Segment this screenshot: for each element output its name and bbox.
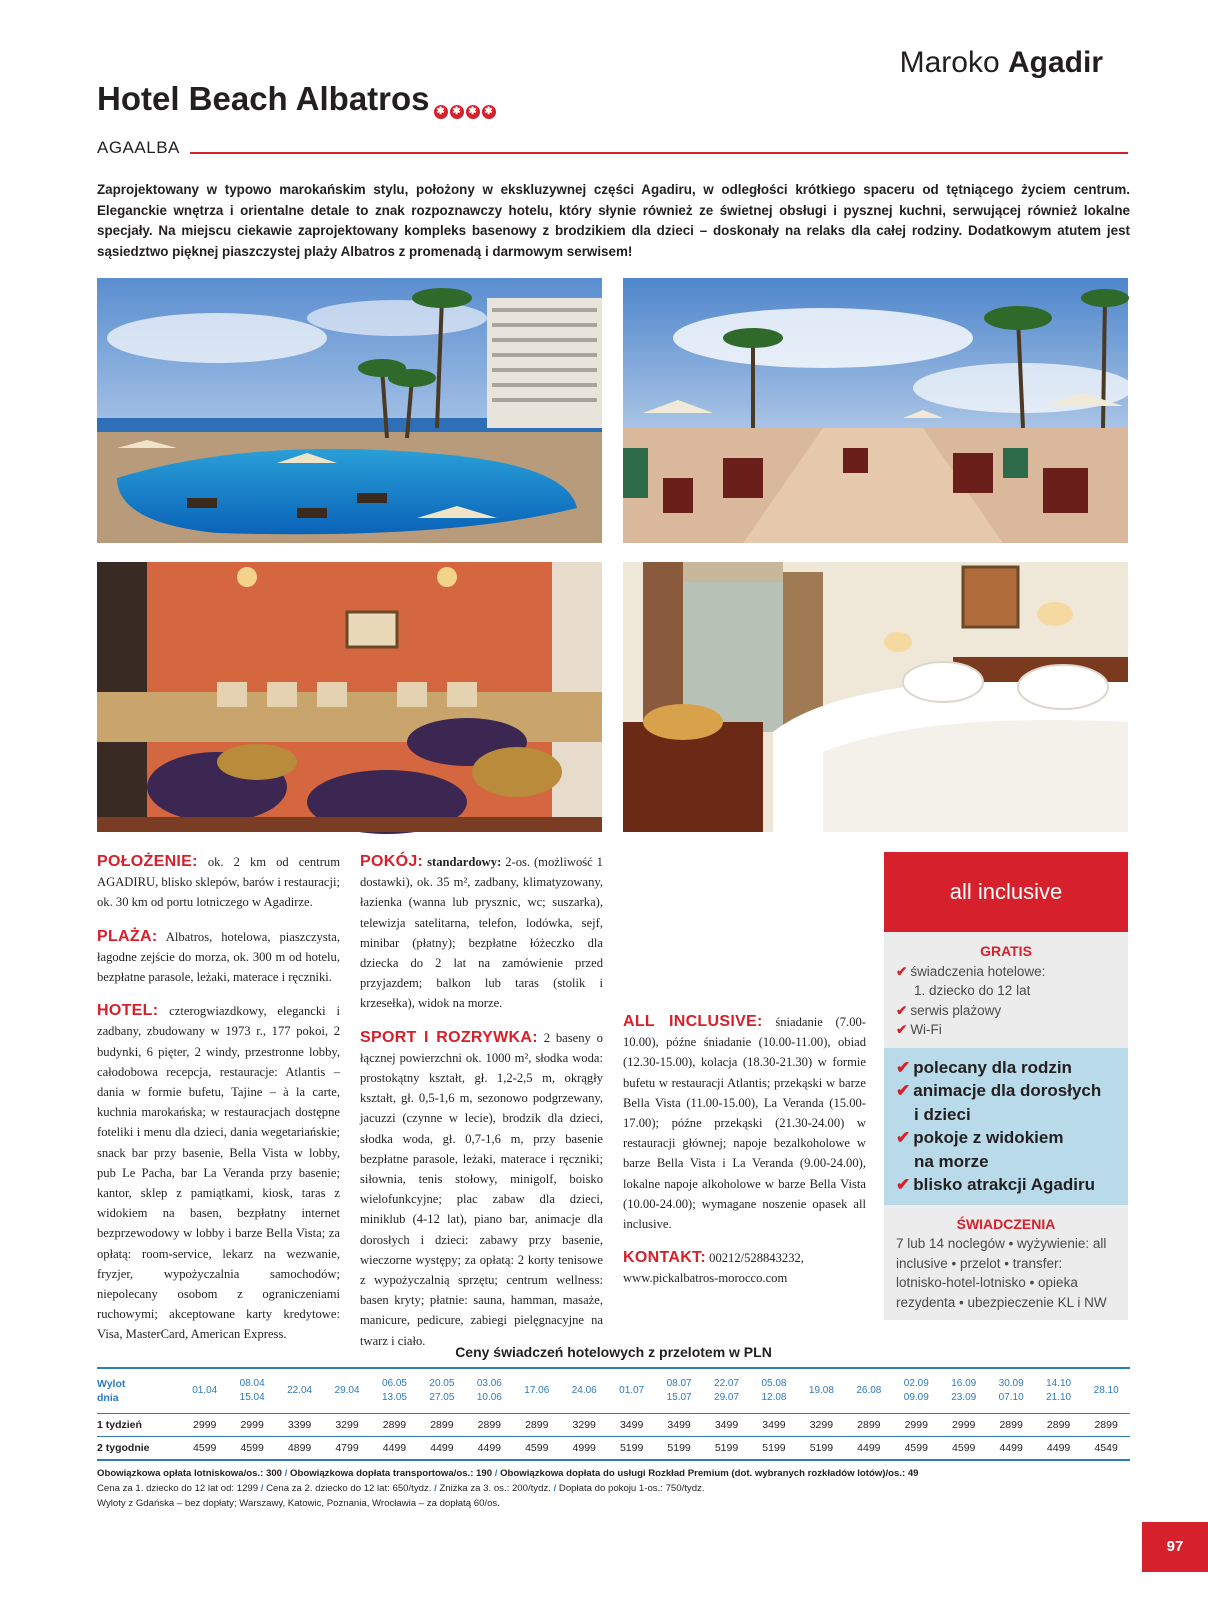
departure-date: 03.06 10.06 bbox=[466, 1368, 513, 1414]
check-icon: ✔ bbox=[896, 1081, 911, 1100]
footnote-line-3: Wyloty z Gdańska – bez dopłaty; Warszawy, Katowic, Poznania, Wrocławia – za dopłatą 60/os. bbox=[97, 1498, 500, 1509]
price-cell: 4499 bbox=[845, 1437, 892, 1461]
highlight-item: ✔ animacje dla dorosłych bbox=[896, 1081, 1102, 1100]
price-cell: 2899 bbox=[987, 1414, 1034, 1437]
section-heading-all-inclusive: ALL INCLUSIVE: bbox=[623, 1013, 763, 1030]
price-cell: 2999 bbox=[940, 1414, 987, 1437]
contact-website[interactable]: www.pickalbatros-morocco.com bbox=[623, 1271, 788, 1286]
departure-date: 05.08 12.08 bbox=[750, 1368, 797, 1414]
city-name: Agadir bbox=[1007, 46, 1103, 79]
price-cell: 3499 bbox=[703, 1414, 750, 1437]
section-heading-beach: PLAŻA: bbox=[97, 927, 158, 945]
terrace-photo bbox=[623, 278, 1128, 543]
section-text-all-inclusive: śniadanie (7.00-10.00), późne śniadanie (10.00-11.00), obiad (12.30-15.00), kolacja (18.30-21.30) w formie bufetu w restauracji Atlantis; przekąski w barze Bella Vista (11.00-15.00), La Veranda (15.00-17.00); późne przekąski (21.30-24.00) w restauracji głównej; napoje bezalkoholowe w barze Bella Vista i La Veranda (9.00-24.00), lokalne napoje alkoholowe w barze Bella Vista (10.00-24.00); wymagane noszenie opasek all inclusive. bbox=[623, 1015, 866, 1232]
section-text-location: ok. 2 km od centrum AGADIRU, blisko sklepów, barów i restauracji; ok. 30 km od portu lotniczego w Agadirze. bbox=[97, 855, 340, 910]
price-row-2-weeks bbox=[97, 1437, 1130, 1461]
price-cell: 4499 bbox=[1035, 1437, 1082, 1461]
departure-date: 01.04 bbox=[181, 1368, 228, 1414]
bedroom-photo bbox=[623, 562, 1128, 832]
price-cell: 4599 bbox=[940, 1437, 987, 1461]
departure-date: 30.09 07.10 bbox=[987, 1368, 1034, 1414]
text-column-2 bbox=[360, 852, 603, 1365]
departure-date: 20.05 27.05 bbox=[418, 1368, 465, 1414]
departure-date: 06.05 13.05 bbox=[371, 1368, 418, 1414]
price-cell: 4599 bbox=[228, 1437, 275, 1461]
all-inclusive-badge: all inclusive bbox=[884, 852, 1128, 932]
footnote-line-1: Obowiązkowa opłata lotniskowa/os.: 300 / Obowiązkowa dopłata transportowa/os.: 190 / Obowiązkowa dopłata do usługi Rozkład Premium (dot. wybranych rozkładów lotów)/os.: 49 bbox=[97, 1468, 919, 1479]
price-cell: 4899 bbox=[276, 1437, 323, 1461]
price-cell: 4499 bbox=[371, 1437, 418, 1461]
price-cell: 2899 bbox=[371, 1414, 418, 1437]
highlight-item: ✔ blisko atrakcji Agadiru bbox=[896, 1175, 1095, 1194]
gratis-item: ✔ świadczenia hotelowe: bbox=[896, 963, 1046, 979]
gratis-item: ✔ Wi-Fi bbox=[896, 1022, 942, 1037]
price-cell: 4599 bbox=[893, 1437, 940, 1461]
gratis-item: ✔ serwis plażowy bbox=[896, 1002, 1002, 1018]
services-box bbox=[884, 1205, 1128, 1321]
price-cell: 4549 bbox=[1082, 1437, 1130, 1461]
gratis-sub-item: 1. dziecko do 12 lat bbox=[914, 983, 1031, 998]
price-cell: 2899 bbox=[513, 1414, 560, 1437]
price-cell: 4799 bbox=[323, 1437, 370, 1461]
price-cell: 3299 bbox=[561, 1414, 608, 1437]
price-cell: 2999 bbox=[893, 1414, 940, 1437]
price-cell: 4499 bbox=[466, 1437, 513, 1461]
price-cell: 2899 bbox=[418, 1414, 465, 1437]
departure-date: 26.08 bbox=[845, 1368, 892, 1414]
departure-date: 01.07 bbox=[608, 1368, 655, 1414]
footnote-line-2: Cena za 1. dziecko do 12 lat od: 1299 / Cena za 2. dziecko do 12 lat: 650/tydz. / Zniżka za 3. os.: 200/tydz. / Dopłata do pokoju 1-os.: 750/tydz. bbox=[97, 1483, 705, 1494]
star-icon: ✱ bbox=[450, 105, 464, 119]
departure-date: 28.10 bbox=[1082, 1368, 1130, 1414]
highlight-item: ✔ pokoje z widokiem bbox=[896, 1128, 1064, 1147]
star-icon: ✱ bbox=[466, 105, 480, 119]
section-text-room: 2-os. (możliwość 1 dostawki), ok. 35 m², zadbany, klimatyzowany, łazienka (wanna lub prysznic, wc; suszarka), telewizja satelitarna, telefon, lodówka, sejf, minibar (płatny); bezpłatne łóżeczko dla dziecka do 2 lat na zamówienie przed przyjazdem; balkon lub taras (stolik i krzesełka), widok na morze. bbox=[360, 855, 603, 1011]
price-table bbox=[97, 1367, 1130, 1461]
country-name: Maroko bbox=[899, 46, 1000, 79]
highlight-item: ✔ polecany dla rodzin bbox=[896, 1057, 1072, 1077]
price-cell: 4499 bbox=[418, 1437, 465, 1461]
price-cell: 2999 bbox=[228, 1414, 275, 1437]
price-cell: 4999 bbox=[561, 1437, 608, 1461]
check-icon: ✔ bbox=[896, 1022, 908, 1037]
price-cell: 4599 bbox=[513, 1437, 560, 1461]
departure-date: 24.06 bbox=[561, 1368, 608, 1414]
gratis-title: GRATIS bbox=[980, 943, 1032, 959]
check-icon: ✔ bbox=[896, 963, 908, 979]
price-cell: 5199 bbox=[608, 1437, 655, 1461]
text-column-1 bbox=[97, 852, 340, 1342]
gratis-box bbox=[884, 932, 1128, 1048]
departure-date: 14.10 21.10 bbox=[1035, 1368, 1082, 1414]
price-cell: 5199 bbox=[703, 1437, 750, 1461]
highlight-continuation: na morze bbox=[914, 1151, 989, 1171]
check-icon: ✔ bbox=[896, 1175, 911, 1194]
price-cell: 3299 bbox=[798, 1414, 845, 1437]
section-heading-room: POKÓJ: bbox=[360, 853, 424, 870]
price-row-1-week bbox=[97, 1414, 1130, 1437]
check-icon: ✔ bbox=[896, 1002, 908, 1018]
section-text-beach: Albatros, hotelowa, piaszczysta, łagodne zejście do morza, ok. 300 m od hotelu, bezpłatne parasole, leżaki, materace i ręczniki. bbox=[97, 929, 340, 985]
hotel-code: AGAALBA bbox=[97, 138, 180, 157]
section-heading-sport: SPORT I ROZRYWKA: bbox=[360, 1028, 538, 1046]
contact-phone: 00212/528843232, bbox=[709, 1251, 804, 1266]
price-cell: 5199 bbox=[750, 1437, 797, 1461]
price-cell: 3499 bbox=[608, 1414, 655, 1437]
hotel-title bbox=[97, 80, 498, 118]
check-icon: ✔ bbox=[896, 1128, 911, 1147]
destination-title bbox=[900, 46, 1103, 80]
price-cell: 2899 bbox=[1035, 1414, 1082, 1437]
departure-date: 08.04 15.04 bbox=[228, 1368, 275, 1414]
price-cell: 2899 bbox=[845, 1414, 892, 1437]
price-cell: 3399 bbox=[276, 1414, 323, 1437]
pool-photo bbox=[97, 278, 602, 543]
departure-date: 19.08 bbox=[798, 1368, 845, 1414]
price-cell: 2899 bbox=[1082, 1414, 1130, 1437]
departure-date: 16.09 23.09 bbox=[940, 1368, 987, 1414]
section-text-sport: 2 baseny o łącznej powierzchni ok. 1000 m², słodka woda: prostokątny kształt, gł. 1,2-2,5 m, okrągły kształt, gł. 0,5-1,6 m, sezonowo podgrzewany, jacuzzi (czynne w lecie), brodzik dla dzieci, słodka woda, gł. 0,7-1,6 m, przy basenie bezpłatne parasole, leżaki, materace i ręczniki; siłownia, tenis stołowy, minigolf, boisko wielofunkcyjne; plac zabaw dla dzieci, miniklub (4-12 lat), piano bar, animacje dla dorosłych i dzieci: zabawy przy basenie, wieczorne występy; za opłatą: 2 korty tenisowe z wypożyczalnią sprzętu; centrum wellness: basen kryty; płatnie: sauna, hamman, masaże, manicure, pedicure, zabiegi pielęgnacyjne na twarz i ciało. bbox=[360, 1030, 603, 1348]
price-cell: 3299 bbox=[323, 1414, 370, 1437]
section-text-hotel: czterogwiazdkowy, elegancki i zadbany, zbudowany w 1973 r., 177 pokoi, 2 budynki, 6 pięter, 2 windy, przestronne lobby, całodobowa recepcja, restauracje: Atlantis – dania w formie bufetu, Tajine – à la carte, kuchnia marokańska; w restauracjach dostępne foteliki i menu dla dzieci, dania wegetariańskie; snack bar przy basenie, Bella Vista w lobby, pub Le Pacha, bar La Veranda przy basenie; kantor, sklep z pamiątkami, kiosk, taras z widokiem na basen, bezpłatny internet bezprzewodowy w lobby i barze Bella Vista; za opłatą: room-service, lekarz na wezwanie, fryzjer, wypożyczalnia samochodów; niepolecany osobom z ograniczeniami ruchowymi; akceptowane karty kredytowe: Visa, MasterCard, American Express. bbox=[97, 1004, 340, 1342]
price-cell: 4499 bbox=[987, 1437, 1034, 1461]
room-type: standardowy: bbox=[427, 855, 502, 869]
departure-date: 29.04 bbox=[323, 1368, 370, 1414]
restaurant-photo bbox=[97, 562, 602, 832]
header-divider bbox=[190, 152, 1128, 154]
hotel-name: Hotel Beach Albatros bbox=[97, 80, 430, 117]
highlights-box bbox=[884, 1048, 1128, 1205]
price-cell: 3499 bbox=[655, 1414, 702, 1437]
price-header-row bbox=[97, 1368, 1130, 1414]
offer-sidebar bbox=[884, 852, 1128, 1320]
departure-date: 02.09 09.09 bbox=[893, 1368, 940, 1414]
section-heading-contact: KONTAKT: bbox=[623, 1249, 706, 1267]
star-icon: ✱ bbox=[482, 105, 496, 119]
price-cell: 5199 bbox=[655, 1437, 702, 1461]
services-title: ŚWIADCZENIA bbox=[956, 1215, 1056, 1232]
price-cell: 2999 bbox=[181, 1414, 228, 1437]
row-label: 2 tygodnie bbox=[97, 1437, 181, 1461]
departure-label: Wylot dnia bbox=[97, 1368, 181, 1414]
highlight-continuation: i dzieci bbox=[914, 1104, 971, 1124]
page-number: 97 bbox=[1142, 1522, 1208, 1572]
departure-date: 08.07 15.07 bbox=[655, 1368, 702, 1414]
departure-date: 22.07 29.07 bbox=[703, 1368, 750, 1414]
departure-date: 17.06 bbox=[513, 1368, 560, 1414]
price-cell: 2899 bbox=[466, 1414, 513, 1437]
row-label: 1 tydzień bbox=[97, 1414, 181, 1437]
price-cell: 4599 bbox=[181, 1437, 228, 1461]
hotel-intro: Zaprojektowany w typowo marokańskim stylu, położony w ekskluzywnej części Agadiru, w odległości krótkiego spaceru od tętniącego życiem centrum. Eleganckie wnętrza i orientalne detale to znak rozpoznawczy hotelu, który słynie również ze świetnej obsługi i pysznej kuchni, serwującej również lokalne specjały. Na miejscu ciekawie zaprojektowany kompleks basenowy z brodzikiem dla dzieci – doskonały na relaks dla całej rodziny. Dodatkowym atutem jest sąsiedztwo pięknej piaszczystej plaży Albatros z promenadą i darmowym serwisem! bbox=[97, 182, 1130, 259]
section-heading-hotel: HOTEL: bbox=[97, 1002, 159, 1020]
star-icon: ✱ bbox=[434, 105, 448, 119]
price-cell: 3499 bbox=[750, 1414, 797, 1437]
check-icon: ✔ bbox=[896, 1057, 911, 1077]
price-footnotes bbox=[97, 1466, 1130, 1511]
star-rating bbox=[434, 84, 498, 122]
price-cell: 5199 bbox=[798, 1437, 845, 1461]
section-heading-location: POŁOŻENIE: bbox=[97, 853, 198, 870]
departure-date: 22.04 bbox=[276, 1368, 323, 1414]
services-text: 7 lub 14 noclegów • wyżywienie: all inclusive • przelot • transfer: lotnisko-hotel-lotnisko • opieka rezydenta • ubezpieczenie KL i NW bbox=[896, 1236, 1107, 1310]
text-column-3 bbox=[623, 1012, 866, 1303]
price-table-title: Ceny świadczeń hotelowych z przelotem w PLN bbox=[455, 1344, 772, 1360]
